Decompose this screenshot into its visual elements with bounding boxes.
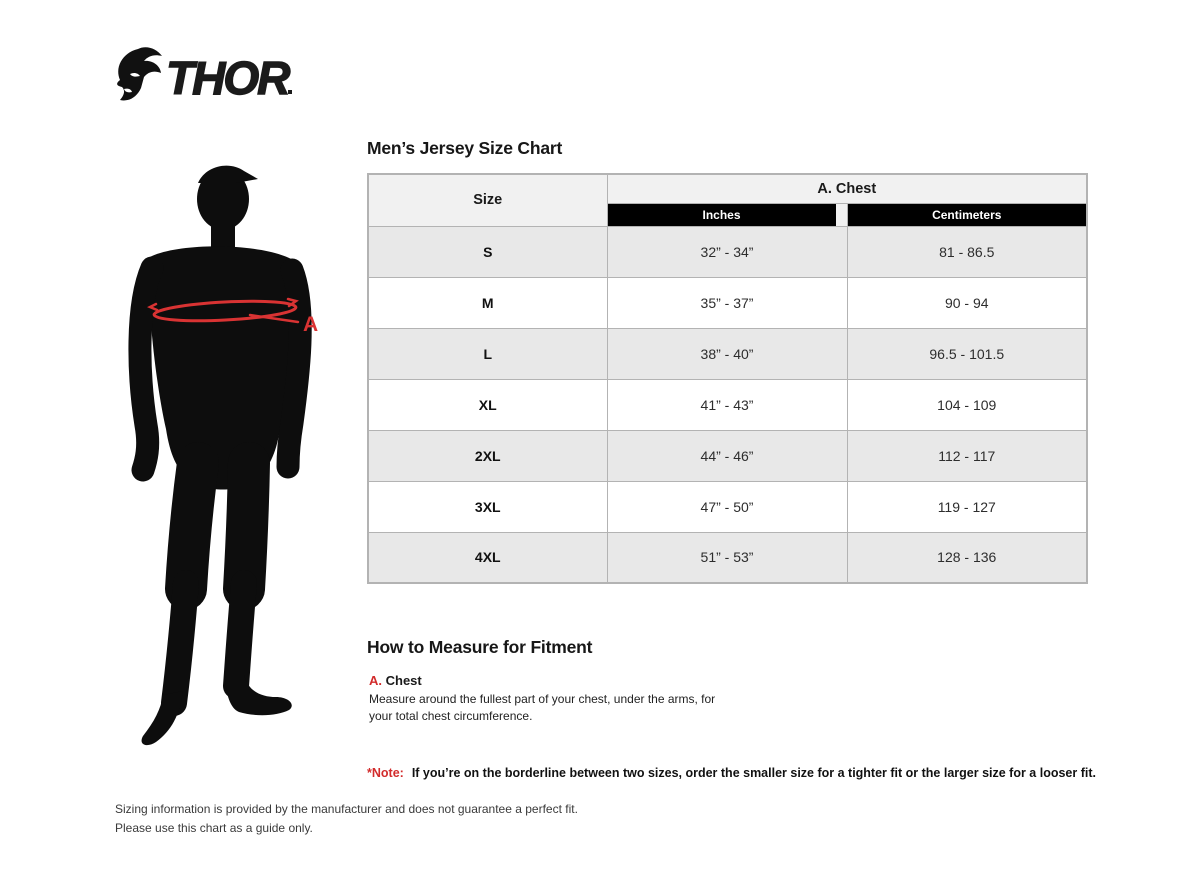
inches-value: 47” - 50” [607, 481, 847, 532]
cm-value: 96.5 - 101.5 [847, 328, 1087, 379]
column-header-size: Size [368, 174, 607, 226]
unit-header-centimeters: Centimeters [848, 204, 1087, 226]
measure-section-title: How to Measure for Fitment [367, 637, 593, 657]
table-row [368, 532, 1087, 583]
size-label: S [368, 226, 607, 277]
cm-value: 104 - 109 [847, 379, 1087, 430]
disclaimer [115, 800, 578, 837]
size-label: M [368, 277, 607, 328]
inches-value: 51” - 53” [607, 532, 847, 583]
inches-value: 44” - 46” [607, 430, 847, 481]
inches-value: 35” - 37” [607, 277, 847, 328]
chest-marker-label: A [303, 313, 319, 336]
note-text: If you’re on the borderline between two sizes, order the smaller size for a tighter fit or the larger size for a looser fit. [411, 766, 1096, 780]
inches-value: 32” - 34” [607, 226, 847, 277]
size-chart-title: Men’s Jersey Size Chart [367, 138, 563, 158]
measure-label: Chest [385, 673, 422, 688]
table-row [368, 277, 1087, 328]
cm-value: 128 - 136 [847, 532, 1087, 583]
thor-logo [110, 44, 300, 108]
table-row [368, 226, 1087, 277]
measure-description: Measure around the fullest part of your chest, under the arms, for your total chest circumference. [369, 692, 716, 724]
thor-goat-icon [110, 44, 300, 108]
disclaimer-line-2: Please use this chart as a guide only. [115, 820, 313, 835]
cm-value: 119 - 127 [847, 481, 1087, 532]
size-label: XL [368, 379, 607, 430]
disclaimer-line-1: Sizing information is provided by the manufacturer and does not guarantee a perfect fit. [115, 802, 578, 816]
male-silhouette [126, 163, 344, 771]
size-label: 3XL [368, 481, 607, 532]
cm-value: 112 - 117 [847, 430, 1087, 481]
svg-text:THOR: THOR [166, 52, 289, 104]
table-row [368, 328, 1087, 379]
measure-letter: A. [369, 673, 382, 688]
table-row [368, 379, 1087, 430]
unit-header-inches: Inches [608, 204, 836, 226]
inches-value: 41” - 43” [607, 379, 847, 430]
measure-item-chest [369, 673, 739, 726]
table-row [368, 430, 1087, 481]
column-header-chest: A. Chest [607, 174, 1087, 203]
table-row [368, 481, 1087, 532]
size-label: L [368, 328, 607, 379]
inches-value: 38” - 40” [607, 328, 847, 379]
size-label: 2XL [368, 430, 607, 481]
note-label: *Note: [367, 766, 404, 780]
cm-value: 81 - 86.5 [847, 226, 1087, 277]
size-chart-table [367, 173, 1088, 584]
sizing-note [367, 766, 1096, 780]
cm-value: 90 - 94 [847, 277, 1087, 328]
size-label: 4XL [368, 532, 607, 583]
